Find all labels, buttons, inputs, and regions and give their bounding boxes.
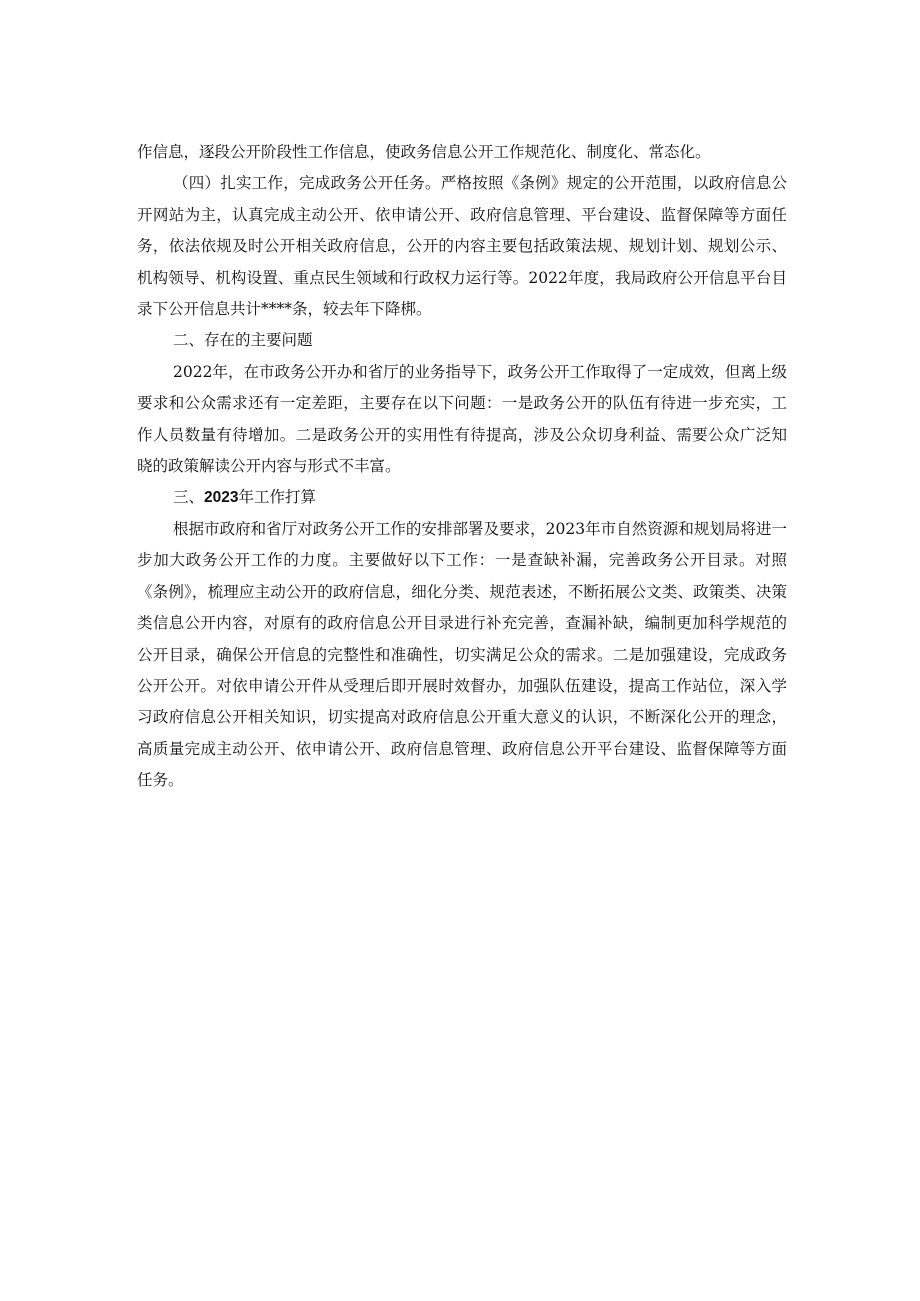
heading-work-plan	[137, 482, 787, 513]
paragraph-continuation: 作信息，逐段公开阶段性工作信息，使政务信息公开工作规范化、制度化、常态化。	[137, 143, 711, 161]
document-page	[137, 137, 787, 797]
heading-work-plan-prefix: 三、	[173, 488, 205, 507]
heading-main-problems: 二、存在的主要问题	[173, 331, 313, 350]
heading-work-plan-year: 2023	[204, 489, 239, 507]
paragraph-work-plan: 根据市政府和省厅对政务公开工作的安排部署及要求，2023年市自然资源和规划局将进一步加大政务公开工作的力度。主要做好以下工作：一是查缺补漏，完善政务公开目录。对照《条例》，梳理应主动公开的政府信息，细化分类、规范表述，不断拓展公文类、政策类、决策类信息公开内容，对原有的政府信息公开目录进行补充完善，查漏补缺，编制更加科学规范的公开目录，确保公开信息的完整性和准确性，切实满足公众的需求。二是加强建设，完成政务公开公开。对依申请公开件从受理后即开展时效督办，加强队伍建设，提高工作站位，深入学习政府信息公开相关知识，切实提高对政府信息公开重大意义的认识，不断深化公开的理念，高质量完成主动公开、依申请公开、政府信息管理、政府信息公开平台建设、监督保障等方面任务。	[137, 519, 787, 790]
paragraph-main-problems: 2022年，在市政务公开办和省厅的业务指导下，政务公开工作取得了一定成效，但离上级要求和公众需求还有一定差距，主要存在以下问题：一是政务公开的队伍有待进一步充实，工作人员数量有待增加。二是政务公开的实用性有待提高，涉及公众切身利益、需要公众广泛知晓的政策解读公开内容与形式不丰富。	[137, 362, 787, 476]
paragraph-section-four: （四）扎实工作，完成政务公开任务。严格按照《条例》规定的公开范围，以政府信息公开网站为主，认真完成主动公开、依申请公开、政府信息管理、平台建设、监督保障等方面任务，依法依规及时公开相关政府信息，公开的内容主要包括政策法规、规划计划、规划公示、机构领导、机构设置、重点民生领域和行政权力运行等。2022年度，我局政府公开信息平台目录下公开信息共计****条，较去年下降梆。	[137, 174, 787, 319]
heading-work-plan-suffix: 年工作打算	[238, 488, 317, 507]
